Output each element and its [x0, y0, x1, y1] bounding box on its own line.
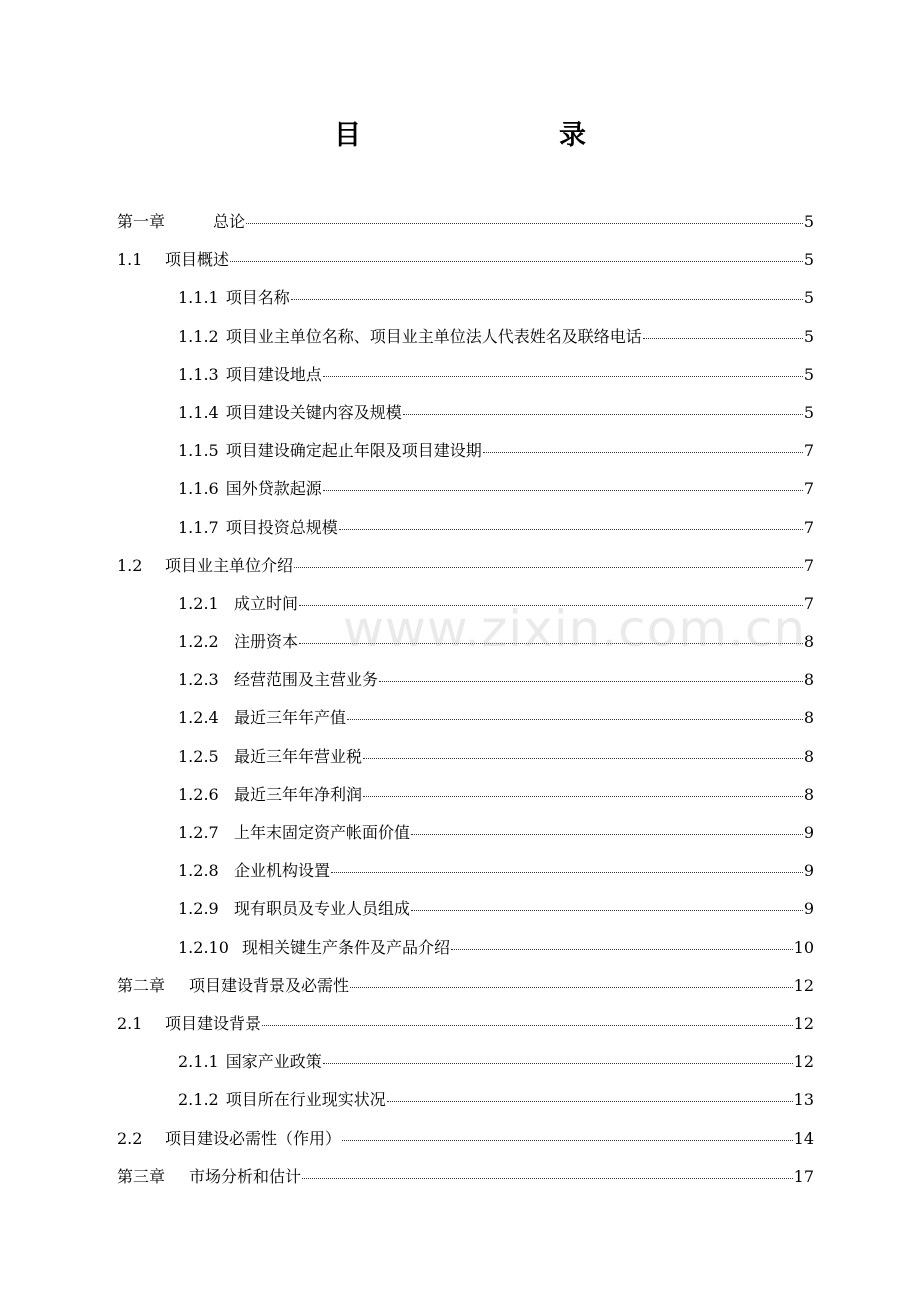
toc-entry-number: 2.2	[117, 1128, 143, 1148]
dot-leader	[294, 566, 803, 568]
toc-entry-page: 7	[803, 479, 814, 499]
toc-entry-page: 5	[803, 250, 814, 270]
toc-entry-number: 1.2.1	[178, 593, 219, 613]
toc-entry-label: 项目建设地点	[225, 364, 322, 384]
toc-entry-page: 7	[803, 517, 814, 537]
dot-leader	[262, 1024, 793, 1026]
toc-entry-1-2[interactable]	[117, 547, 814, 585]
toc-entry-1-1-7[interactable]	[117, 509, 814, 547]
dot-leader	[331, 871, 803, 873]
toc-entry-page: 10	[793, 937, 814, 957]
toc-entry-label: 市场分析和估计	[189, 1166, 302, 1186]
toc-entry-label: 项目投资总规模	[225, 517, 338, 537]
dot-leader	[339, 528, 803, 530]
dot-leader	[299, 642, 803, 644]
toc-entry-1-2-9[interactable]	[117, 890, 814, 928]
toc-entry-number: 1.1.6	[178, 479, 219, 499]
toc-entry-page: 9	[803, 861, 814, 881]
toc-entry-label: 上年末固定资产帐面价值	[234, 823, 411, 842]
toc-entry-page: 7	[803, 441, 814, 461]
toc-entry-number: 1.1.1	[178, 288, 219, 308]
toc-entry-label: 最近三年年净利润	[234, 784, 363, 804]
toc-entry-page: 12	[793, 1013, 814, 1033]
toc-entry-label: 项目所在行业现实状况	[225, 1090, 386, 1110]
toc-entry-1-1-2[interactable]	[117, 318, 814, 356]
toc-entry-1-1-6[interactable]	[117, 470, 814, 508]
dot-leader	[342, 1139, 793, 1141]
toc-entry-page: 7	[803, 555, 814, 575]
toc-entry-page: 5	[803, 364, 814, 384]
toc-entry-1-2-7[interactable]	[117, 814, 814, 852]
toc-entry-label: 总论	[213, 212, 246, 231]
dot-leader	[291, 298, 803, 300]
toc-entry-2-1-2[interactable]	[117, 1081, 814, 1119]
toc-entry-number: 1.2.4	[178, 708, 219, 728]
table-of-contents	[117, 203, 814, 1196]
toc-entry-label: 项目业主单位介绍	[165, 555, 294, 575]
toc-entry-1-2-8[interactable]	[117, 852, 814, 890]
toc-entry-2-2[interactable]	[117, 1120, 814, 1158]
toc-entry-number: 1.2.8	[178, 861, 219, 881]
toc-entry-number: 2.1	[117, 1013, 143, 1033]
toc-entry-page: 5	[803, 288, 814, 308]
toc-entry-number: 1.2.9	[178, 899, 219, 919]
toc-entry-number: 1.2.5	[178, 746, 219, 766]
toc-entry-number: 1.2.3	[178, 670, 219, 690]
toc-entry-number: 1.1	[117, 250, 143, 270]
toc-entry-label: 项目建设关键内容及规模	[225, 402, 402, 422]
dot-leader	[643, 337, 803, 339]
toc-entry-page: 5	[803, 402, 814, 422]
toc-entry-label: 国家产业政策	[225, 1052, 322, 1072]
toc-entry-page: 8	[803, 746, 814, 766]
toc-entry-number: 第三章	[117, 1166, 166, 1186]
dot-leader	[363, 757, 803, 759]
toc-entry-page: 5	[803, 326, 814, 346]
dot-leader	[363, 795, 803, 797]
toc-entry-number: 1.1.5	[178, 441, 219, 461]
toc-entry-number: 1.1.3	[178, 364, 219, 384]
dot-leader	[411, 833, 803, 835]
toc-entry-page: 17	[793, 1166, 814, 1186]
toc-entry-label: 项目建设必需性（作用）	[165, 1128, 342, 1148]
dot-leader	[403, 413, 803, 415]
toc-entry-label: 注册资本	[234, 632, 299, 652]
toc-entry-number: 1.1.2	[178, 326, 219, 346]
dot-leader	[451, 948, 793, 950]
page-title: 目 录	[334, 120, 634, 151]
toc-entry-1-1-3[interactable]	[117, 356, 814, 394]
toc-entry-page: 8	[803, 708, 814, 728]
toc-entry-number: 1.1.4	[178, 402, 219, 422]
toc-entry-1-2-6[interactable]	[117, 776, 814, 814]
dot-leader	[323, 375, 803, 377]
toc-entry-number: 1.2	[117, 555, 143, 575]
toc-entry-1-2-10[interactable]	[117, 929, 814, 967]
dot-leader	[387, 1100, 793, 1102]
toc-entry-2-1[interactable]	[117, 1005, 814, 1043]
toc-entry-number: 1.1.7	[178, 517, 219, 537]
toc-entry-label: 项目建设背景及必需性	[189, 975, 350, 995]
toc-entry-2-1-1[interactable]	[117, 1043, 814, 1081]
toc-entry-label: 国外贷款起源	[225, 479, 322, 499]
dot-leader	[323, 489, 803, 491]
toc-entry-number: 2.1.1	[178, 1052, 219, 1072]
toc-entry-label: 项目业主单位名称、项目业主单位法人代表姓名及联络电话	[225, 326, 642, 346]
watermark: www.zixin.com.cn	[343, 600, 807, 658]
toc-entry-page: 5	[803, 212, 814, 231]
dot-leader	[230, 260, 803, 262]
toc-entry-page: 14	[793, 1128, 814, 1148]
toc-entry-page: 8	[803, 632, 814, 652]
toc-entry-page: 9	[803, 899, 814, 919]
toc-entry-label: 经营范围及主营业务	[234, 670, 379, 690]
dot-leader	[246, 222, 803, 224]
toc-entry-label: 项目概述	[165, 250, 230, 270]
toc-entry-number: 1.2.10	[178, 937, 229, 957]
toc-entry-page: 9	[803, 823, 814, 842]
toc-entry-1-2-3[interactable]	[117, 661, 814, 699]
toc-entry-label: 项目建设背景	[165, 1013, 262, 1033]
toc-entry-1-2-4[interactable]	[117, 699, 814, 737]
toc-entry-label: 企业机构设置	[234, 861, 331, 881]
toc-entry-chapter-2[interactable]	[117, 967, 814, 1005]
toc-entry-1-1-4[interactable]	[117, 394, 814, 432]
toc-entry-page: 8	[803, 670, 814, 690]
toc-entry-label: 现有职员及专业人员组成	[234, 899, 411, 919]
toc-entry-label: 项目建设确定起止年限及项目建设期	[225, 441, 482, 461]
toc-entry-number: 1.2.2	[178, 632, 219, 652]
toc-entry-1-1-5[interactable]	[117, 432, 814, 470]
toc-entry-number: 2.1.2	[178, 1090, 219, 1110]
toc-entry-1-1-1[interactable]	[117, 279, 814, 317]
toc-entry-label: 现相关键生产条件及产品介绍	[242, 937, 451, 957]
toc-entry-chapter-3[interactable]	[117, 1158, 814, 1196]
toc-entry-label: 项目名称	[225, 288, 290, 308]
toc-entry-number: 第二章	[117, 975, 166, 995]
toc-entry-chapter-1[interactable]	[117, 203, 814, 241]
dot-leader	[411, 909, 803, 911]
toc-entry-label: 最近三年年产值	[234, 708, 347, 728]
toc-entry-label: 最近三年年营业税	[234, 746, 363, 766]
toc-entry-number: 第一章	[117, 212, 166, 231]
toc-entry-1-2-5[interactable]	[117, 738, 814, 776]
dot-leader	[347, 718, 803, 720]
toc-entry-1-1[interactable]	[117, 241, 814, 279]
toc-entry-1-2-1[interactable]	[117, 585, 814, 623]
toc-entry-page: 13	[793, 1090, 814, 1110]
toc-entry-page: 7	[803, 593, 814, 613]
dot-leader	[350, 986, 793, 988]
dot-leader	[302, 1177, 793, 1179]
toc-entry-page: 12	[793, 1052, 814, 1072]
dot-leader	[483, 451, 803, 453]
toc-entry-page: 12	[793, 975, 814, 995]
toc-entry-page: 8	[803, 784, 814, 804]
toc-entry-1-2-2[interactable]	[117, 623, 814, 661]
toc-entry-label: 成立时间	[234, 593, 299, 613]
toc-entry-number: 1.2.6	[178, 784, 219, 804]
dot-leader	[323, 1062, 793, 1064]
dot-leader	[299, 604, 803, 606]
toc-entry-number: 1.2.7	[178, 823, 219, 842]
dot-leader	[379, 680, 803, 682]
